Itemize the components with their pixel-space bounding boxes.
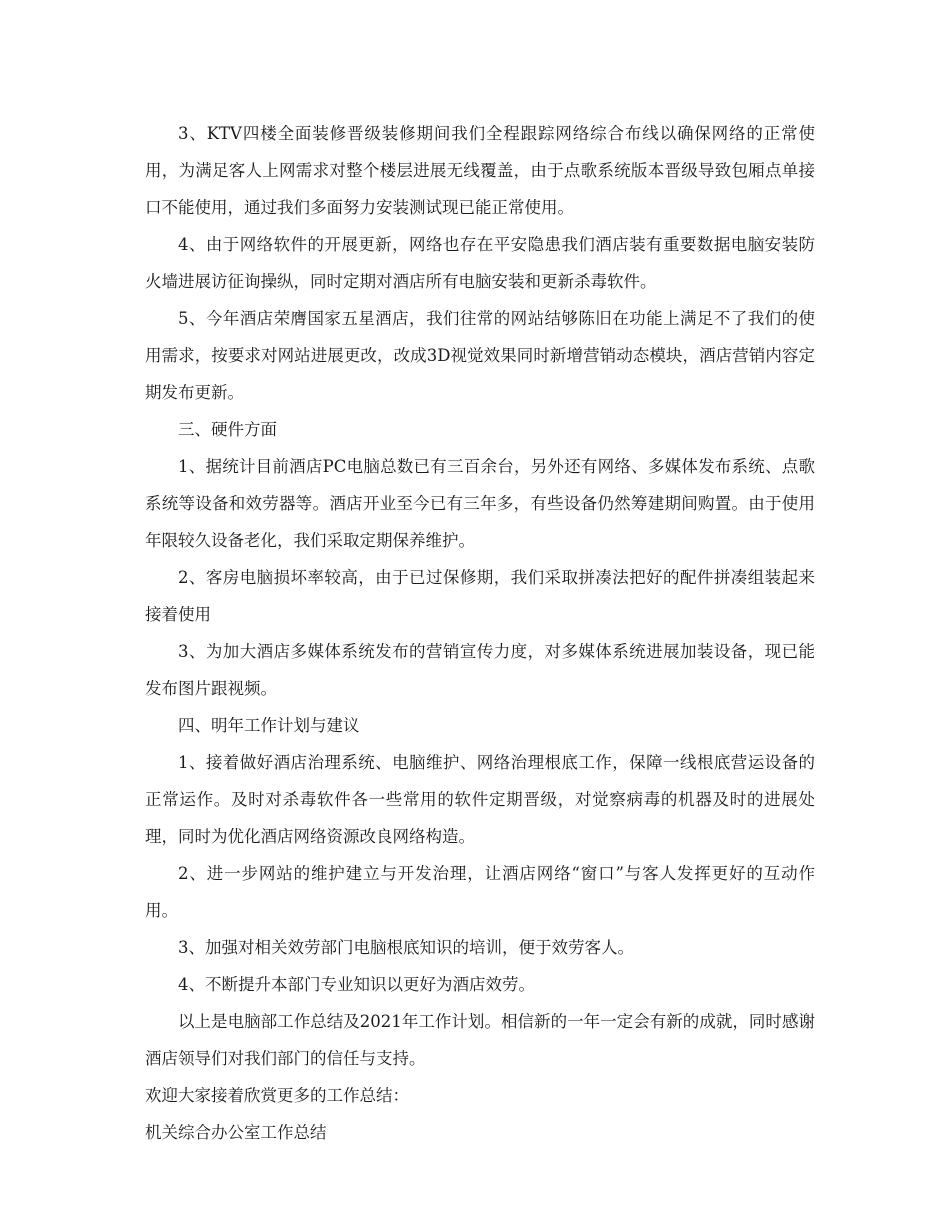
paragraph-pc-count: 1、据统计目前酒店PC电脑总数已有三百余台，另外还有网络、多媒体发布系统、点歌系统等设备和效劳器等。酒店开业至今已有三年多，有些设备仍然筹建期间购置。由于使用年限较久设备老化，我们采取定期保养维护。 (145, 457, 815, 550)
paragraph-plan-website: 2、进一步网站的维护建立与开发治理，让酒店网络“窗口”与客人发挥更好的互动作用。 (145, 864, 815, 920)
section-heading-hardware: 三、硬件方面 (178, 420, 277, 439)
footer-intro: 欢迎大家接着欣赏更多的工作总结： (145, 1086, 409, 1105)
footer-related-link[interactable]: 机关综合办公室工作总结 (145, 1123, 327, 1142)
paragraph-room-pc-repair: 2、客房电脑损坏率较高，由于已过保修期，我们采取拼凑法把好的配件拼凑组装起来接着使用 (145, 568, 815, 624)
paragraph-multimedia: 3、为加大酒店多媒体系统发布的营销宣传力度，对多媒体系统进展加装设备，现已能发布图片跟视频。 (145, 642, 815, 698)
paragraph-ktv-renovation: 3、KTV四楼全面装修晋级装修期间我们全程跟踪网络综合布线以确保网络的正常使用，为满足客人上网需求对整个楼层进展无线覆盖，由于点歌系统版本晋级导致包厢点单接口不能使用，通过我们多面努力安装测试现已能正常使用。 (145, 124, 815, 217)
paragraph-website-update: 5、今年酒店荣膺国家五星酒店，我们往常的网站结够陈旧在功能上满足不了我们的使用需求，按要求对网站进展更改，改成3D视觉效果同时新增营销动态模块，酒店营销内容定期发布更新。 (145, 309, 815, 402)
paragraph-network-security: 4、由于网络软件的开展更新，网络也存在平安隐患我们酒店装有重要数据电脑安装防火墙进展访征询操纵，同时定期对酒店所有电脑安装和更新杀毒软件。 (145, 235, 815, 291)
paragraph-conclusion: 以上是电脑部工作总结及2021年工作计划。相信新的一年一定会有新的成就，同时感谢酒店领导们对我们部门的信任与支持。 (145, 1012, 815, 1068)
paragraph-plan-training: 3、加强对相关效劳部门电脑根底知识的培训，便于效劳客人。 (178, 938, 634, 957)
paragraph-plan-system-maintenance: 1、接着做好酒店治理系统、电脑维护、网络治理根底工作，保障一线根底营运设备的正常运作。及时对杀毒软件各一些常用的软件定期晋级，对觉察病毒的机器及时的进展处理，同时为优化酒店网络资源改良网络构造。 (145, 753, 815, 846)
section-heading-next-year-plan: 四、明年工作计划与建议 (178, 716, 360, 735)
document-body (145, 115, 815, 1151)
paragraph-plan-knowledge: 4、不断提升本部门专业知识以更好为酒店效劳。 (178, 975, 535, 994)
